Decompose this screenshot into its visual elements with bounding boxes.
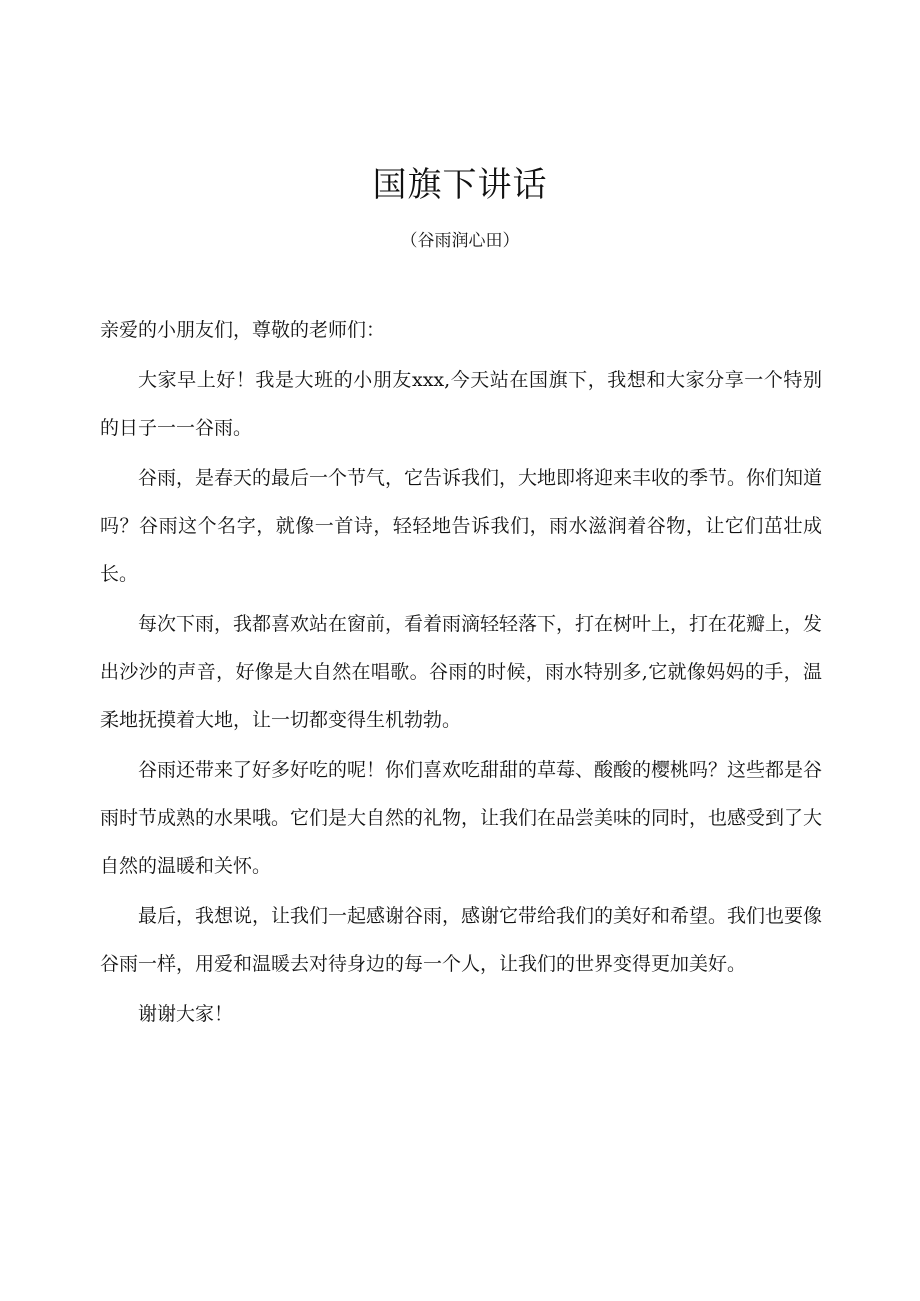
paragraph-fruits: 谷雨还带来了好多好吃的呢！你们喜欢吃甜甜的草莓、酸酸的樱桃吗？这些都是谷雨时节成熟的水果哦。它们是大自然的礼物，让我们在品尝美味的同时，也感受到了大自然的温暖和关怀。 xyxy=(100,759,823,877)
paragraph-intro: 大家早上好！我是大班的小朋友xxx,今天站在国旗下，我想和大家分享一个特别的日子一一谷雨。 xyxy=(100,369,822,439)
paragraph-thanks: 谢谢大家！ xyxy=(138,1003,234,1025)
paragraph-conclusion: 最后，我想说，让我们一起感谢谷雨，感谢它带给我们的美好和希望。我们也要像谷雨一样，用爱和温暖去对待身边的每一个人，让我们的世界变得更加美好。 xyxy=(100,905,823,975)
greeting-line: 亲爱的小朋友们，尊敬的老师们： xyxy=(100,319,386,341)
page-subtitle: （谷雨润心田） xyxy=(400,231,520,251)
page-title: 国旗下讲话 xyxy=(372,165,548,205)
paragraph-guyu-meaning: 谷雨，是春天的最后一个节气，它告诉我们，大地即将迎来丰收的季节。你们知道吗？谷雨这个名字，就像一首诗，轻轻地告诉我们，雨水滋润着谷物，让它们茁壮成长。 xyxy=(100,467,823,585)
paragraph-rain: 每次下雨，我都喜欢站在窗前，看着雨滴轻轻落下，打在树叶上，打在花瓣上，发出沙沙的声音，好像是大自然在唱歌。谷雨的时候，雨水特别多,它就像妈妈的手，温柔地抚摸着大地，让一切都变得生机勃勃。 xyxy=(100,613,823,731)
speech-body xyxy=(100,306,822,1040)
